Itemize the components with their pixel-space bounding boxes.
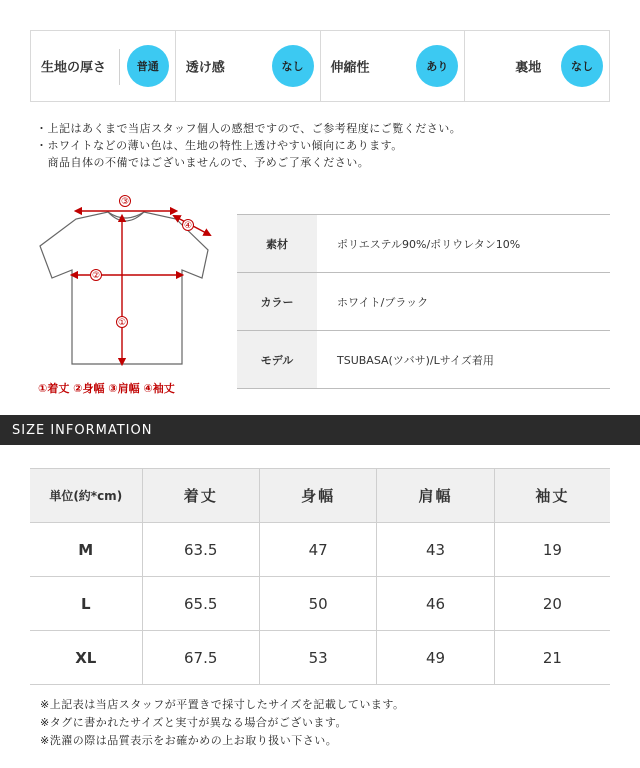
- size-label: XL: [30, 631, 142, 685]
- spec-key: カラー: [237, 273, 317, 330]
- feature-notes: [36, 120, 461, 171]
- spec-row-model: [237, 331, 610, 389]
- size-header-length: 着丈: [142, 469, 259, 523]
- size-table: [30, 468, 610, 685]
- size-footnotes: [40, 696, 404, 750]
- note-line: ・上記はあくまで当店スタッフ個人の感想ですので、ご参考程度にご覧ください。: [36, 122, 462, 135]
- feature-badge: なし: [272, 45, 314, 87]
- size-label: L: [30, 577, 142, 631]
- spec-value: TSUBASA(ツバサ)/Lサイズ着用: [337, 353, 494, 367]
- diagram-legend: ①着丈 ②身幅 ③肩幅 ④袖丈: [38, 382, 175, 395]
- size-cell: 63.5: [142, 523, 259, 577]
- size-header-shoulder: 肩幅: [377, 469, 494, 523]
- footnote-line: ※タグに書かれたサイズと実寸が異なる場合がございます。: [40, 716, 347, 729]
- note-line: 商品自体の不備ではございませんので、予めご了承ください。: [36, 156, 370, 169]
- size-header-sleeve: 袖丈: [494, 469, 610, 523]
- size-table-header-row: [30, 469, 610, 523]
- marker-3: ③: [120, 197, 130, 207]
- feature-label: 生地の厚さ: [41, 60, 107, 76]
- size-cell: 19: [494, 523, 610, 577]
- size-cell: 67.5: [142, 631, 259, 685]
- spec-key: モデル: [237, 331, 317, 388]
- feature-badge: あり: [416, 45, 458, 87]
- feature-badge: なし: [561, 45, 603, 87]
- spec-value: ホワイト/ブラック: [337, 295, 429, 309]
- size-cell: 49: [377, 631, 494, 685]
- size-information-header: SIZE INFORMATION: [0, 415, 640, 445]
- table-row: [30, 577, 610, 631]
- feature-lining: [465, 31, 609, 101]
- note-line: ・ホワイトなどの薄い色は、生地の特性上透けやすい傾向にあります。: [36, 139, 403, 152]
- footnote-line: ※洗濯の際は品質表示をお確かめの上お取り扱い下さい。: [40, 734, 338, 747]
- size-cell: 21: [494, 631, 610, 685]
- size-cell: 46: [377, 577, 494, 631]
- feature-thickness: [31, 31, 176, 101]
- footnote-line: ※上記表は当店スタッフが平置きで採寸したサイズを記載しています。: [40, 698, 405, 711]
- spec-row-color: [237, 273, 610, 331]
- marker-4: ④: [183, 221, 193, 231]
- size-cell: 43: [377, 523, 494, 577]
- size-header-chest: 身幅: [259, 469, 376, 523]
- table-row: [30, 523, 610, 577]
- fabric-feature-bar: [30, 30, 610, 102]
- feature-label: 裏地: [515, 60, 542, 76]
- spec-table: [237, 214, 610, 389]
- spec-value: ポリエステル90%/ポリウレタン10%: [337, 237, 521, 251]
- size-cell: 50: [259, 577, 376, 631]
- table-row: [30, 631, 610, 685]
- marker-1: ①: [117, 318, 127, 328]
- size-label: M: [30, 523, 142, 577]
- tshirt-outline: [40, 212, 208, 364]
- marker-2: ②: [91, 271, 101, 281]
- spec-key: 素材: [237, 215, 317, 272]
- size-header-unit: 単位(約*cm): [30, 469, 142, 523]
- feature-label: 伸縮性: [330, 60, 370, 76]
- feature-badge: 普通: [127, 45, 169, 87]
- size-cell: 20: [494, 577, 610, 631]
- size-cell: 65.5: [142, 577, 259, 631]
- tshirt-measurement-diagram: [30, 190, 230, 400]
- feature-sheerness: [176, 31, 321, 101]
- size-cell: 53: [259, 631, 376, 685]
- feature-stretch: [321, 31, 466, 101]
- spec-row-material: [237, 215, 610, 273]
- feature-divider: [119, 49, 120, 85]
- feature-label: 透け感: [185, 60, 225, 76]
- size-cell: 47: [259, 523, 376, 577]
